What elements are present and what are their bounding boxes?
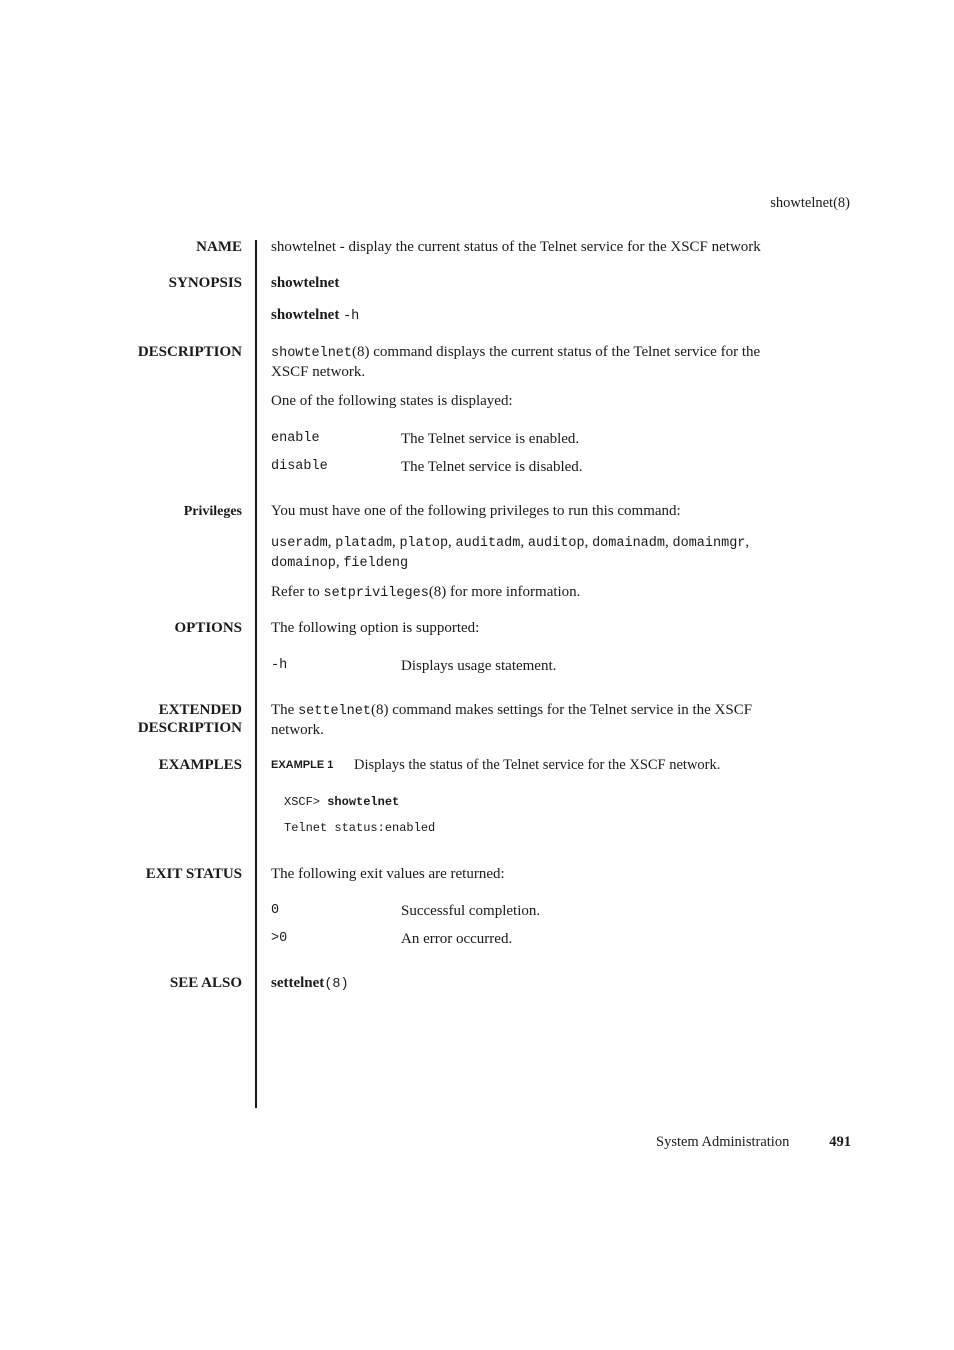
description-paragraph-1 xyxy=(271,343,846,381)
state-description: The Telnet service is enabled. xyxy=(401,431,580,447)
section-label-synopsis: SYNOPSIS xyxy=(168,275,242,291)
state-term: disable xyxy=(271,459,328,474)
running-header: showtelnet(8) xyxy=(770,195,850,211)
label-line-2: DESCRIPTION xyxy=(137,720,242,736)
privilege: auditop xyxy=(527,536,585,551)
synopsis-line-2 xyxy=(271,306,846,326)
synopsis-line-1: showtelnet xyxy=(271,275,340,291)
exit-term: >0 xyxy=(271,931,288,946)
privilege: useradm xyxy=(271,536,328,551)
label-line-1: EXTENDED xyxy=(158,702,242,718)
refer-command: setprivileges xyxy=(323,586,429,601)
section-divider-rule xyxy=(255,240,257,1108)
privilege: platadm xyxy=(335,536,392,551)
refer-suffix: (8) for more information. xyxy=(428,584,581,600)
privilege: domainadm xyxy=(592,536,665,551)
example-command: showtelnet xyxy=(327,795,400,809)
state-term: enable xyxy=(271,431,320,446)
exit-description: An error occurred. xyxy=(401,931,513,947)
see-also-section: (8) xyxy=(324,977,349,992)
exit-status-intro: The following exit values are returned: xyxy=(271,866,505,882)
options-intro: The following option is supported: xyxy=(271,620,480,636)
example-title: Displays the status of the Telnet service for the XSCF network. xyxy=(354,757,721,773)
footer-page-number: 491 xyxy=(829,1134,851,1150)
name-text: showtelnet - display the current status of the Telnet service for the XSCF network xyxy=(271,239,761,255)
description-text-line-2: XSCF network. xyxy=(271,364,366,380)
section-label-see-also: SEE ALSO xyxy=(169,975,242,991)
privilege: auditadm xyxy=(455,536,521,551)
footer-book-title: System Administration xyxy=(656,1134,790,1150)
ext-prefix: The xyxy=(271,702,299,718)
ext-command: settelnet xyxy=(298,704,371,719)
synopsis-option: -h xyxy=(343,309,360,324)
section-label-exit-status: EXIT STATUS xyxy=(145,866,242,882)
option-term: -h xyxy=(271,658,288,673)
description-command: showtelnet xyxy=(271,346,353,361)
privilege: domainmgr xyxy=(672,536,746,551)
example-output: Telnet status:enabled xyxy=(284,821,436,835)
refer-prefix: Refer to xyxy=(271,584,324,600)
extended-description-text xyxy=(271,701,846,739)
exit-description: Successful completion. xyxy=(401,903,541,919)
section-label-name: NAME xyxy=(196,239,242,255)
exit-term: 0 xyxy=(271,903,280,918)
section-label-description: DESCRIPTION xyxy=(137,344,242,360)
see-also-command: settelnet xyxy=(271,975,325,991)
ext-rest: (8) command makes settings for the Telnet service in the XSCF xyxy=(371,702,753,718)
ext-line-2: network. xyxy=(271,722,324,738)
section-label-privileges: Privileges xyxy=(183,504,242,519)
privileges-intro: You must have one of the following privileges to run this command: xyxy=(271,503,681,519)
privilege: fieldeng xyxy=(343,556,409,571)
privilege: domainop xyxy=(271,556,336,571)
description-paragraph-2: One of the following states is displayed: xyxy=(271,393,513,409)
privilege: platop xyxy=(399,536,449,551)
privileges-refer xyxy=(271,583,846,603)
option-description: Displays usage statement. xyxy=(401,658,557,674)
synopsis-command: showtelnet xyxy=(271,307,340,323)
description-text: (8) command displays the current status of the Telnet service for the xyxy=(352,344,761,360)
privileges-list: useradm, platadm, platop, auditadm, auditop, domainadm, domainmgr, domainop, fieldeng xyxy=(271,534,750,571)
example-tag: EXAMPLE 1 xyxy=(271,759,334,771)
section-label-examples: EXAMPLES xyxy=(158,757,242,773)
example-prompt: XSCF> xyxy=(284,795,321,809)
section-label-extended-description xyxy=(138,701,242,737)
example-command-line xyxy=(284,795,399,809)
section-label-options: OPTIONS xyxy=(174,620,242,636)
state-description: The Telnet service is disabled. xyxy=(401,459,583,475)
see-also-reference xyxy=(271,974,846,994)
